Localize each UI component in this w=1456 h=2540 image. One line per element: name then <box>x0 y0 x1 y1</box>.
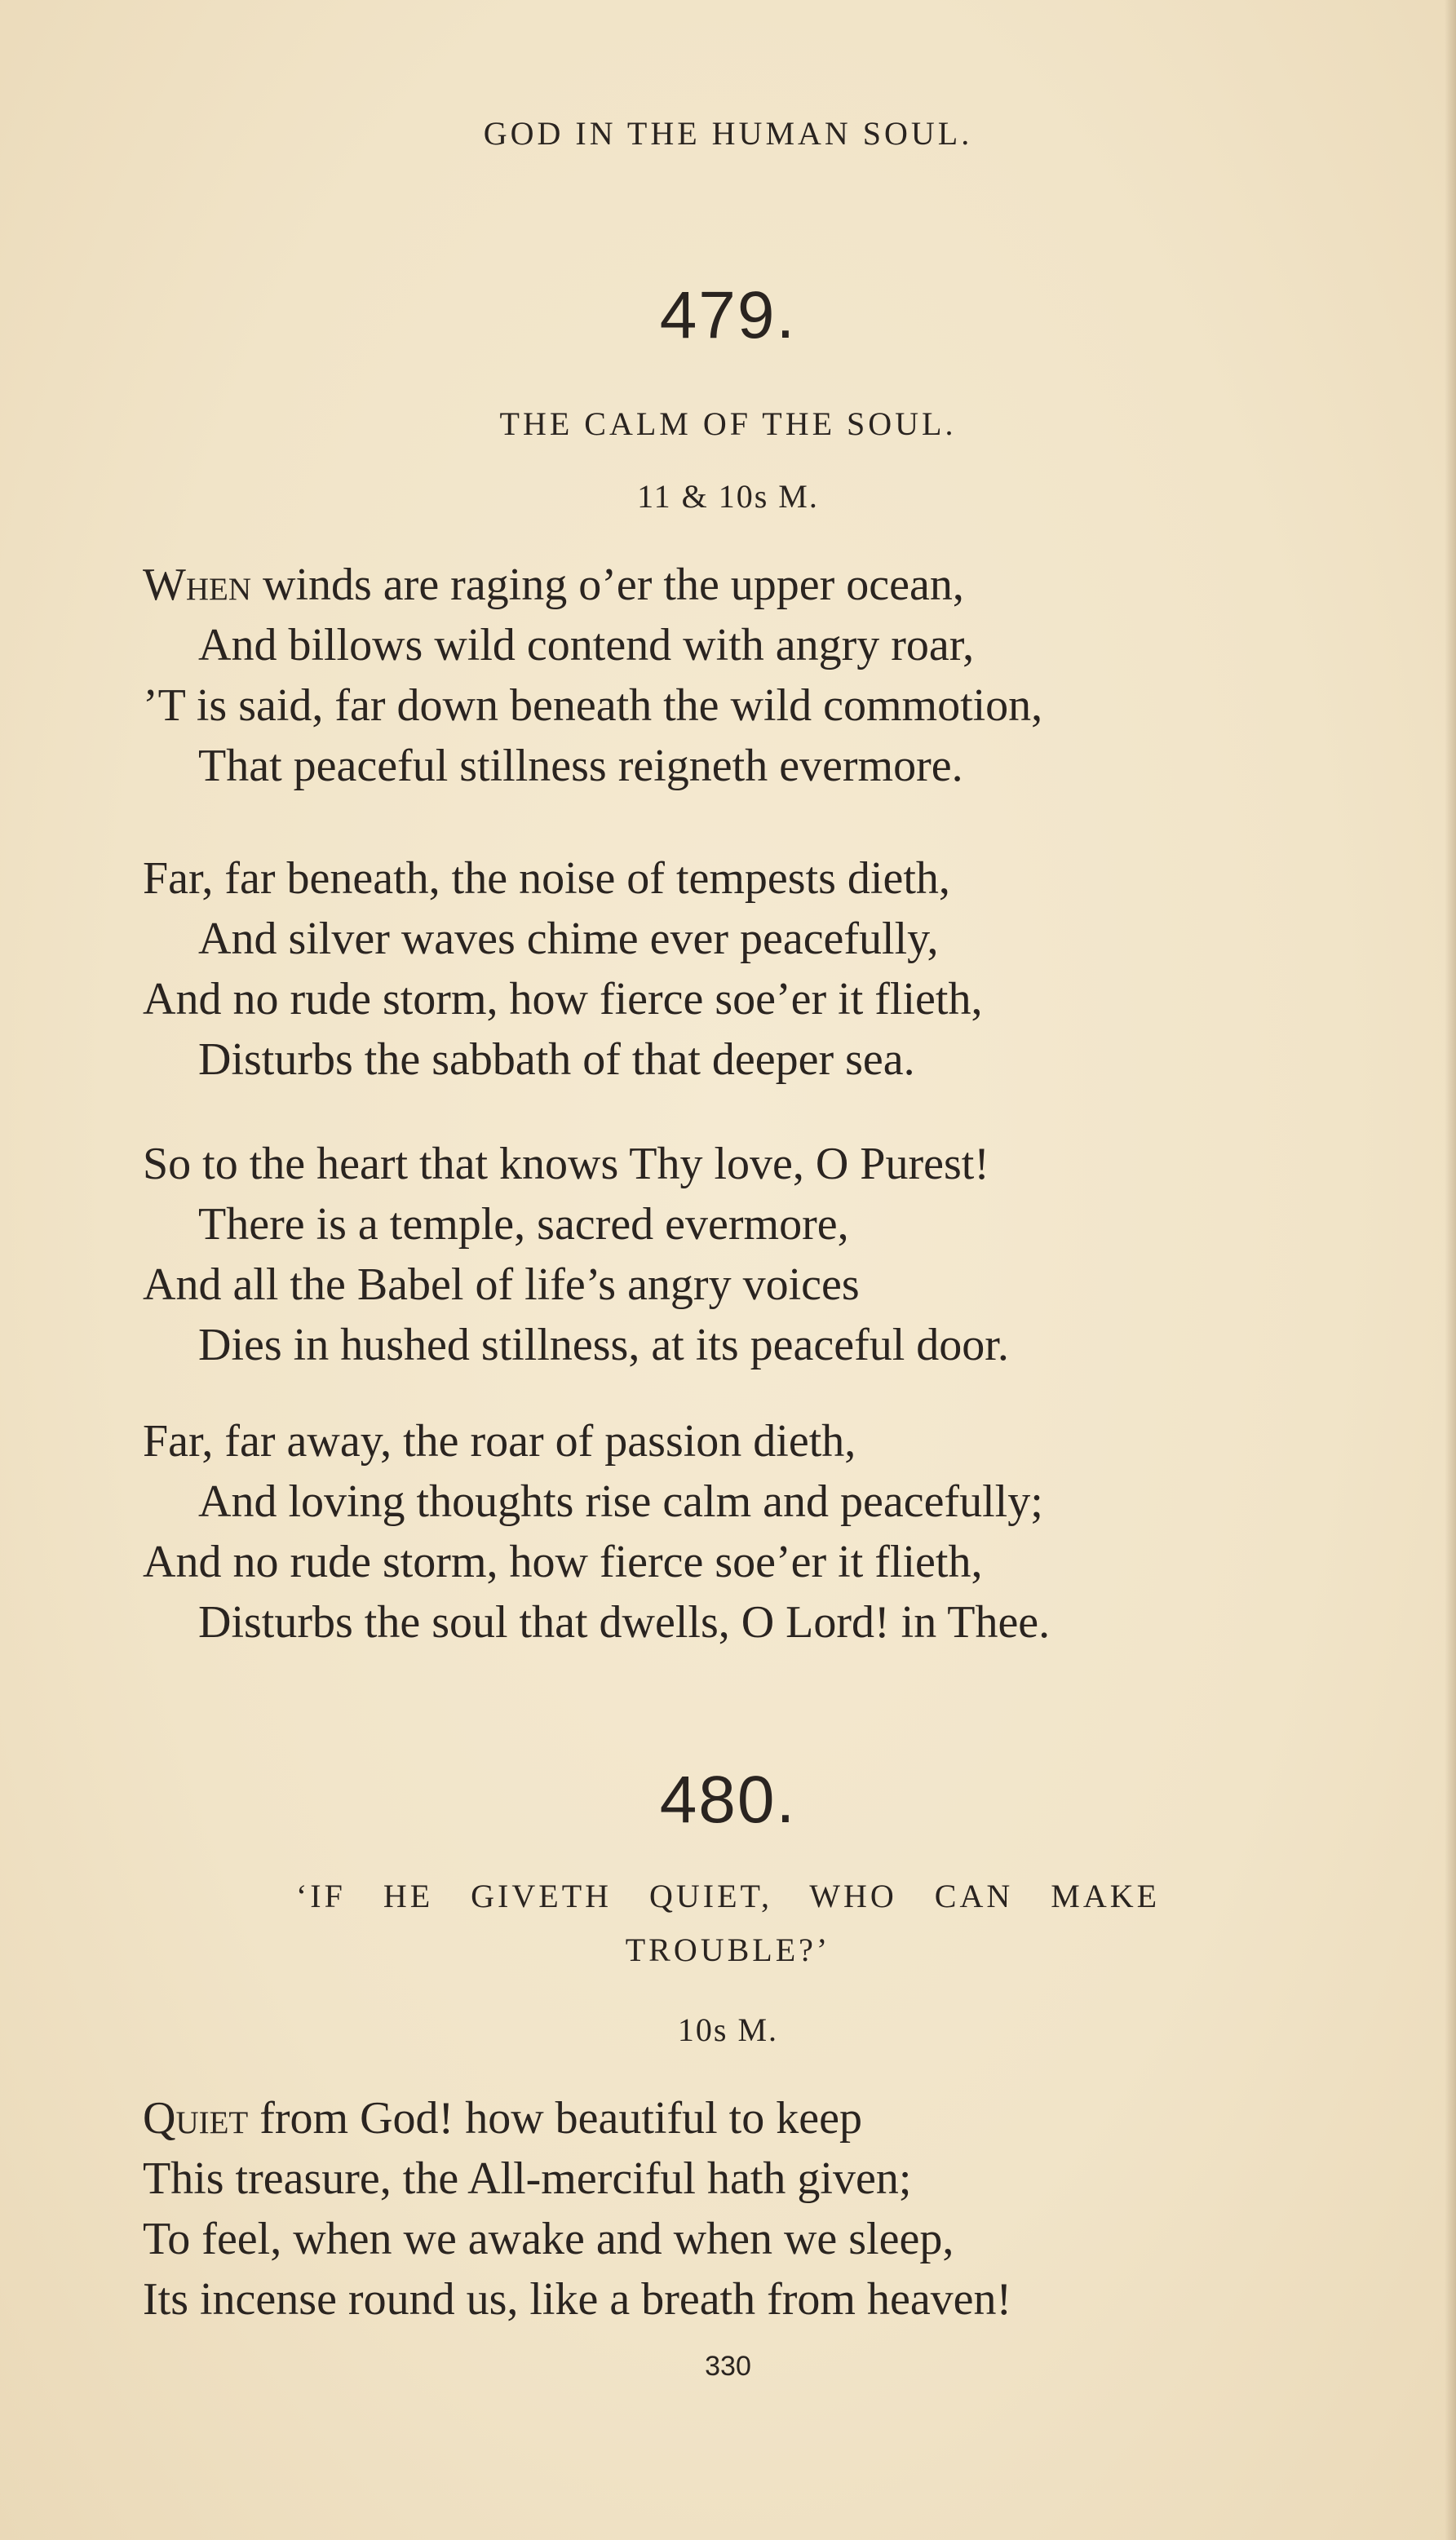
verse-line: Its incense round us, like a breath from heaven! <box>143 2274 1012 2325</box>
page-edge-shadow <box>1445 0 1456 2540</box>
hymn-number-480: 480. <box>659 1763 797 1837</box>
verse-line: And all the Babel of life’s angry voices <box>143 1259 860 1310</box>
verse-line: Dies in hushed stillness, at its peaceful door. <box>198 1320 1009 1370</box>
verse-line: And silver waves chime ever peacefully, <box>198 914 939 964</box>
verse-line: There is a temple, sacred evermore, <box>198 1199 849 1250</box>
verse-line: Far, far beneath, the noise of tempests dieth, <box>143 853 950 904</box>
verse-line: When winds are raging o’er the upper ocean, <box>143 560 964 610</box>
verse-line: And no rude storm, how fierce soe’er it flieth, <box>143 974 983 1024</box>
verse-line: This treasure, the All-merciful hath given; <box>143 2153 912 2204</box>
verse-line: Disturbs the soul that dwells, O Lord! in Thee. <box>198 1597 1051 1648</box>
verse-line: And billows wild contend with angry roar, <box>198 620 975 670</box>
verse-line: And loving thoughts rise calm and peacefully; <box>198 1476 1043 1527</box>
stanza-479-3 <box>143 1134 1317 1375</box>
verse-line: So to the heart that knows Thy love, O Purest! <box>143 1139 989 1189</box>
verse-line: ’T is said, far down beneath the wild commotion, <box>143 680 1043 731</box>
hymn-title-480-line1: ‘IF HE GIVETH QUIET, WHO CAN MAKE <box>295 1878 1161 1914</box>
verse-line: And no rude storm, how fierce soe’er it flieth, <box>143 1537 983 1587</box>
page-number: 330 <box>705 2351 751 2382</box>
verse-line: That peaceful stillness reigneth evermore. <box>198 741 963 791</box>
stanza-479-4 <box>143 1411 1317 1653</box>
stanza-479-1 <box>143 555 1317 796</box>
running-head: GOD IN THE HUMAN SOUL. <box>483 115 973 152</box>
verse-line: Quiet from God! how beautiful to keep <box>143 2093 862 2144</box>
hymn-meter-479: 11 & 10s M. <box>637 478 819 515</box>
hymn-title-480-line2: TROUBLE?’ <box>625 1932 831 1968</box>
hymn-title-479: THE CALM OF THE SOUL. <box>499 405 957 442</box>
verse-line: Far, far away, the roar of passion dieth, <box>143 1416 856 1467</box>
stanza-480-1 <box>143 2088 1317 2330</box>
verse-line: Disturbs the sabbath of that deeper sea. <box>198 1034 915 1085</box>
hymn-number-479: 479. <box>659 278 797 352</box>
stanza-479-2 <box>143 848 1317 1090</box>
hymn-meter-480: 10s M. <box>677 2011 779 2048</box>
verse-line: To feel, when we awake and when we sleep, <box>143 2214 954 2264</box>
